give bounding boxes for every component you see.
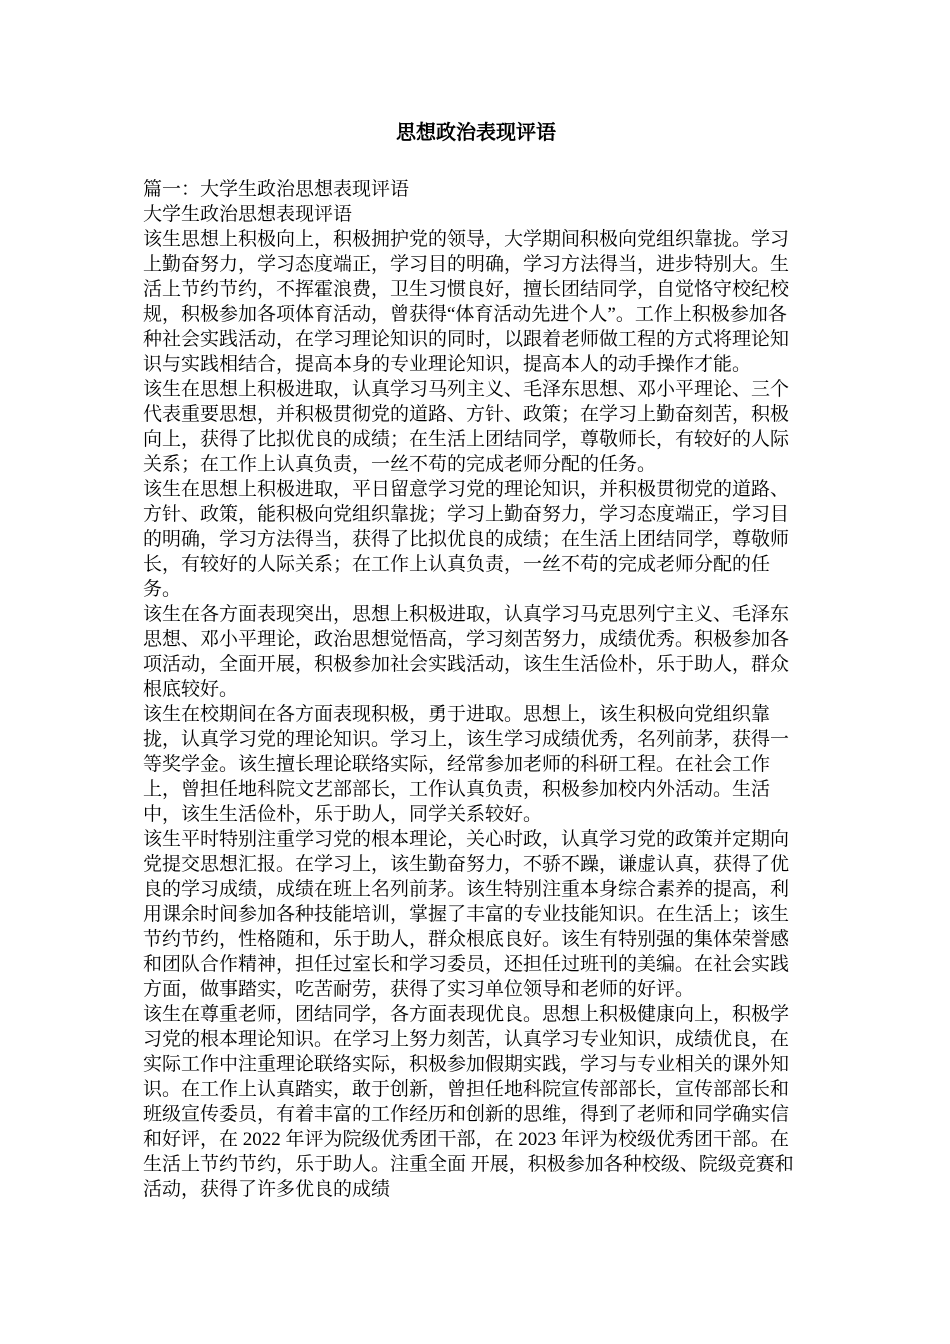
document-title: 思想政治表现评语 xyxy=(396,122,556,144)
text-line: 种社会实践活动，在学习理论知识的同时，以跟着老师做工程的方式将理论知 xyxy=(143,329,790,350)
text-line: 该生在校期间在各方面表现积极，勇于进取。思想上，该生积极向党组织靠 xyxy=(143,704,771,725)
paragraph xyxy=(143,602,903,702)
text-line: 和好评，在 2022 年评为院级优秀团干部，在 2023 年评为校级优秀团干部。在 xyxy=(143,1129,790,1150)
text-line: 节约节约，性格随和，乐于助人，群众根底良好。该生有特别强的集体荣誉感 xyxy=(143,929,790,950)
text-line: 该生在思想上积极进取，平日留意学习党的理论知识，并积极贯彻党的道路、 xyxy=(143,479,790,500)
text-line: 和团队合作精神，担任过室长和学习委员，还担任过班刊的美编。在社会实践 xyxy=(143,954,790,975)
text-line: 实际工作中注重理论联络实际，积极参加假期实践，学习与专业相关的课外知 xyxy=(143,1054,790,1075)
text-line: 该生在尊重老师，团结同学，各方面表现优良。思想上积极健康向上，积极学 xyxy=(143,1004,790,1025)
section-heading: 篇一：大学生政治思想表现评语 xyxy=(143,179,410,200)
text-line: 方面，做事踏实，吃苦耐劳，获得了实习单位领导和老师的好评。 xyxy=(143,979,695,1000)
text-line: 关系；在工作上认真负责，一丝不苟的完成老师分配的任务。 xyxy=(143,454,657,475)
text-line: 识与实践相结合，提高本身的专业理论知识，提高本人的动手操作才能。 xyxy=(143,354,752,375)
text-line: 生活上节约节约，乐于助人。注重全面 开展，积极参加各种校级、院级竞赛和 xyxy=(143,1154,794,1175)
text-line: 思想、邓小平理论，政治思想觉悟高，学习刻苦努力，成绩优秀。积极参加各 xyxy=(143,629,790,650)
text-line: 中，该生生活俭朴，乐于助人，同学关系较好。 xyxy=(143,804,543,825)
text-line: 项活动，全面开展，积极参加社会实践活动，该生生活俭朴，乐于助人，群众 xyxy=(143,654,790,675)
text-line: 用课余时间参加各种技能培训，掌握了丰富的专业技能知识。在生活上；该生 xyxy=(143,904,790,925)
text-line: 党提交思想汇报。在学习上，该生勤奋努力，不骄不躁，谦虚认真，获得了优 xyxy=(143,854,790,875)
text-line: 习党的根本理论知识。在学习上努力刻苦，认真学习专业知识，成绩优良，在 xyxy=(143,1029,790,1050)
text-line: 上勤奋努力，学习态度端正，学习目的明确，学习方法得当，进步特别大。生 xyxy=(143,254,790,275)
paragraph xyxy=(143,377,903,477)
paragraph xyxy=(143,827,903,1002)
paragraph xyxy=(143,227,903,377)
paragraph xyxy=(143,477,903,602)
text-line: 识。在工作上认真踏实，敢于创新，曾担任地科院宣传部部长，宣传部部长和 xyxy=(143,1079,790,1100)
text-line: 代表重要思想，并积极贯彻党的道路、方针、政策；在学习上勤奋刻苦，积极 xyxy=(143,404,790,425)
text-line: 向上，获得了比拟优良的成绩；在生活上团结同学，尊敬师长，有较好的人际 xyxy=(143,429,790,450)
text-line: 根底较好。 xyxy=(143,679,239,700)
text-line: 务。 xyxy=(143,579,182,600)
text-line: 该生思想上积极向上，积极拥护党的领导，大学期间积极向党组织靠拢。学习 xyxy=(143,229,790,250)
paragraphs xyxy=(143,227,903,1202)
text-line: 的明确，学习方法得当，获得了比拟优良的成绩；在生活上团结同学，尊敬师 xyxy=(143,529,790,550)
text-line: 拢，认真学习党的理论知识。学习上，该生学习成绩优秀，名列前茅，获得一 xyxy=(143,729,790,750)
text-line: 该生在各方面表现突出，思想上积极进取，认真学习马克思列宁主义、毛泽东 xyxy=(143,604,790,625)
section-subheading: 大学生政治思想表现评语 xyxy=(143,204,353,225)
text-line: 规，积极参加各项体育活动，曾获得“体育活动先进个人”。工作上积极参加各 xyxy=(143,304,787,325)
text-line: 良的学习成绩，成绩在班上名列前茅。该生特别注重本身综合素养的提高，利 xyxy=(143,879,790,900)
text-line: 等奖学金。该生擅长理论联络实际，经常参加老师的科研工程。在社会工作 xyxy=(143,754,771,775)
text-line: 上，曾担任地科院文艺部部长，工作认真负责，积极参加校内外活动。生活 xyxy=(143,779,771,800)
paragraph xyxy=(143,702,903,827)
text-line: 活动，获得了许多优良的成绩 xyxy=(143,1179,391,1200)
paragraph xyxy=(143,1002,903,1202)
text-line: 该生在思想上积极进取，认真学习马列主义、毛泽东思想、邓小平理论、三个 xyxy=(143,379,790,400)
document-body xyxy=(143,177,903,1202)
text-line: 方针、政策，能积极向党组织靠拢；学习上勤奋努力，学习态度端正，学习目 xyxy=(143,504,790,525)
text-line: 该生平时特别注重学习党的根本理论，关心时政，认真学习党的政策并定期向 xyxy=(143,829,790,850)
text-line: 活上节约节约，不挥霍浪费，卫生习惯良好，擅长团结同学，自觉恪守校纪校 xyxy=(143,279,790,300)
text-line: 班级宣传委员，有着丰富的工作经历和创新的思维，得到了老师和同学确实信 xyxy=(143,1104,790,1125)
text-line: 长，有较好的人际关系；在工作上认真负责，一丝不苟的完成老师分配的任 xyxy=(143,554,771,575)
